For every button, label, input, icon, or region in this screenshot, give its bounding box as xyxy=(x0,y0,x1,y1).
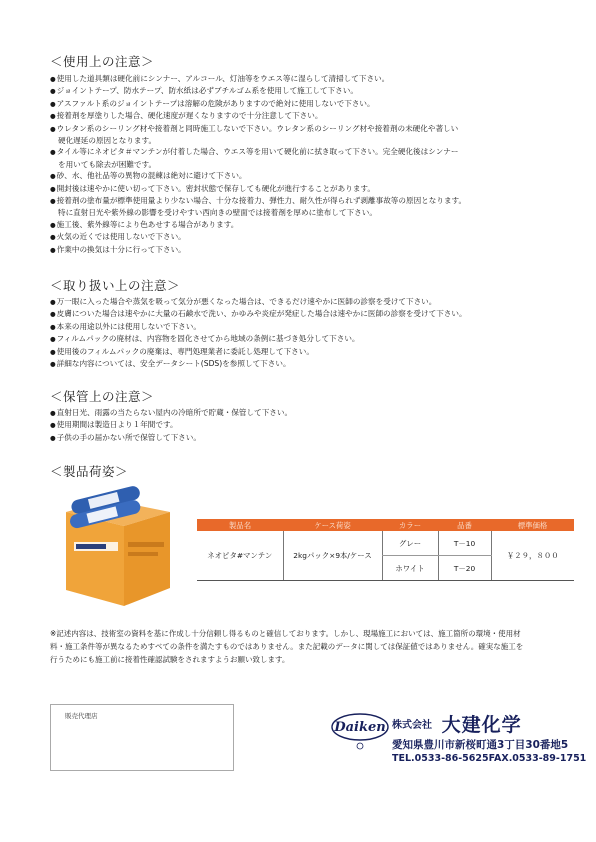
list-item: ● 施工後、紫外線等により色あせする場合があります。 xyxy=(50,219,550,231)
list-item-continuation: を用いても除去が困難です。 xyxy=(58,159,157,169)
list-item-continuation: 特に直射日光や紫外線の影響を受けやすい西向きの壁面では接着剤を厚めに塗布して下さい。 xyxy=(58,208,377,218)
list-item: ● 直射日光、雨露の当たらない屋内の冷暗所で貯蔵・保管して下さい。 xyxy=(50,407,550,419)
list-item: ● 使用した道具類は硬化前にシンナー、アルコール、灯油等をウエス等に湿らして清掃して下さい。 xyxy=(50,73,550,85)
list-item: ● アスファルト系のジョイントテープは溶解の危険がありますので絶対に使用しないで下さい。 xyxy=(50,98,550,110)
case-cell: 2kgパック×9本/ケース xyxy=(283,531,382,581)
list-item-continuation: 硬化遅延の原因となります。 xyxy=(58,136,157,146)
list-item: ● ウレタン系のシーリング材や接着剤と同時施工しないで下さい。ウレタン系のシーリング材や接着剤の未硬化や著しい xyxy=(50,123,550,135)
list-item: ● 作業中の換気は十分に行って下さい。 xyxy=(50,244,550,256)
agent-box xyxy=(50,704,234,771)
table-header: 製品名 xyxy=(197,519,283,531)
list-item: ● ジョイントテープ、防水テープ、防水紙は必ずブチルゴム系を使用して施工して下さい。 xyxy=(50,85,550,97)
disclaimer-line: 料・施工条件等が異なるためすべての条件を満たすものではありません。また記載のデータに関しては保証値ではありません。確実な施工を xyxy=(50,642,524,651)
handling-section-title: ＜取り扱い上の注意＞ xyxy=(50,278,181,293)
usage-section-title: ＜使用上の注意＞ xyxy=(50,54,155,69)
list-item: ● タイル等にネオピタ＃マンテンが付着した場合、ウエス等を用いて硬化前に拭き取って下さい。完全硬化後はシンナー xyxy=(50,146,550,158)
usage-list xyxy=(50,73,550,256)
company-name: 大建化学 xyxy=(441,714,522,736)
list-item: ● 火気の近くでは使用しないで下さい。 xyxy=(50,231,550,243)
svg-text:Daiken: Daiken xyxy=(334,720,386,735)
company-prefix: 株式会社 xyxy=(392,720,432,731)
code-cell: T－20 xyxy=(438,556,491,581)
list-item: ● 万一眼に入った場合や蒸気を吸って気分が悪くなった場合は、できるだけ速やかに医師の診察を受けて下さい。 xyxy=(50,296,550,308)
list-item: ● フィルムパックの廃材は、内容物を固化させてから地域の条例に基づき処分して下さい。 xyxy=(50,333,550,345)
table-header: カラー xyxy=(382,519,438,531)
table-header: 品番 xyxy=(438,519,491,531)
disclaimer-note xyxy=(50,627,550,666)
color-cell: グレー xyxy=(382,531,438,556)
table-header: ケース荷姿 xyxy=(283,519,382,531)
table-header: 標準価格 xyxy=(491,519,574,531)
list-item: ● 本来の用途以外には使用しないで下さい。 xyxy=(50,321,550,333)
company-address: 愛知県豊川市新桜町通3丁目30番地5 xyxy=(392,739,569,751)
company-name-block xyxy=(392,710,522,737)
list-item: ● 皮膚についた場合は速やかに大量の石鹸水で洗い、かゆみや炎症が発症した場合は速やかに医師の診察を受けて下さい。 xyxy=(50,308,550,320)
color-cell: ホワイト xyxy=(382,556,438,581)
list-item: ● 使用期間は製造日より１年間です。 xyxy=(50,419,550,431)
storage-list xyxy=(50,407,550,444)
company-phone-fax: TEL.0533-86-5625FAX.0533-89-1751 xyxy=(392,753,587,764)
disclaimer-line: ※記述内容は、技術室の資料を基に作成し十分信頼し得るものと確信しております。しかし、現場施工においては、施工箇所の環境・使用材 xyxy=(50,629,521,638)
table-row xyxy=(197,531,574,556)
handling-list xyxy=(50,296,550,370)
list-item: ● 詳細な内容については、安全データシート(SDS)を参照して下さい。 xyxy=(50,358,550,370)
storage-section-title: ＜保管上の注意＞ xyxy=(50,389,155,404)
list-item: ● 接着剤を厚塗りした場合、硬化速度が遅くなりますので十分注意して下さい。 xyxy=(50,110,550,122)
product-name-cell: ネオピタ#マンテン xyxy=(197,531,283,581)
list-item: ● 子供の手の届かない所で保管して下さい。 xyxy=(50,432,550,444)
list-item: ● 砂、水、他社品等の異物の混練は絶対に避けて下さい。 xyxy=(50,170,550,182)
product-box-image xyxy=(62,486,174,608)
list-item: ● 使用後のフィルムパックの廃棄は、専門処理業者に委託し処理して下さい。 xyxy=(50,346,550,358)
disclaimer-line: 行うためにも施工前に接着性確認試験をされますようお願い致します。 xyxy=(50,655,290,664)
list-item: ● 開封後は速やかに使い切って下さい。密封状態で保存しても硬化が進行することがあります。 xyxy=(50,183,550,195)
company-logo xyxy=(330,710,390,752)
code-cell: T－10 xyxy=(438,531,491,556)
price-cell: ￥２９，８００ xyxy=(491,531,574,581)
product-section-title: ＜製品荷姿＞ xyxy=(50,464,129,479)
product-spec-table xyxy=(197,519,574,581)
list-item: ● 接着剤の塗布量が標準使用量より少ない場合、十分な接着力、弾性力、耐久性が得られず剥離事故等の原因となります。 xyxy=(50,195,550,207)
agent-label: 販売代理店 xyxy=(65,712,98,720)
